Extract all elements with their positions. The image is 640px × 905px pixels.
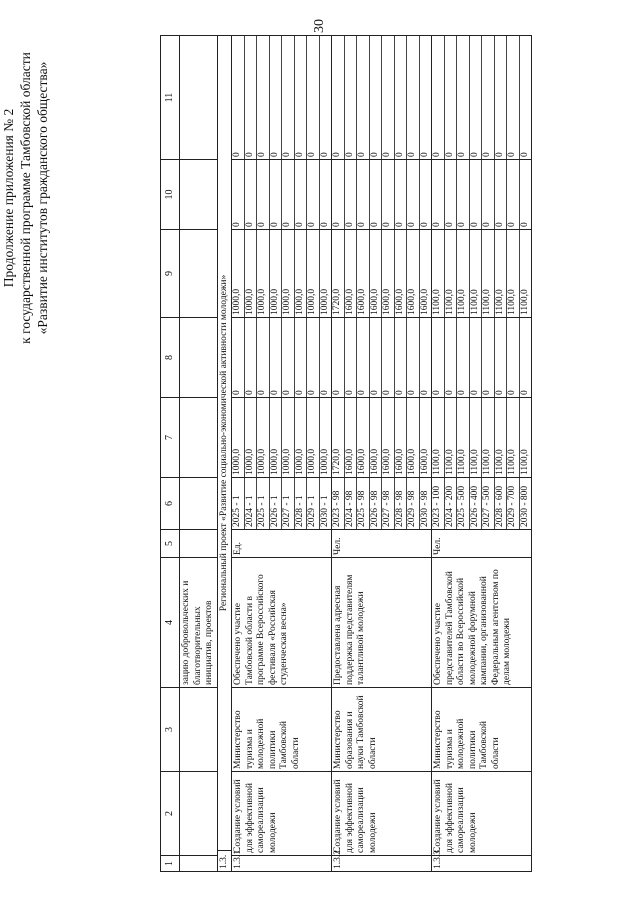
list-item: 0 (444, 160, 457, 229)
list-item: 1720,0 (332, 398, 344, 477)
row-executor: Министерство туризма и молодежной политики Тамбовской области (232, 688, 332, 772)
row-number: 1.3.1. (232, 856, 332, 872)
list-item: 1000,0 (257, 230, 270, 317)
list-item: 2026 - 1 (269, 478, 282, 529)
list-item: 0 (369, 318, 382, 397)
list-item: 0 (369, 160, 382, 229)
list-item: 0 (269, 36, 282, 159)
list-item: 2028 - 600 (494, 478, 507, 529)
list-item: 0 (269, 318, 282, 397)
list-item: 1100,0 (457, 398, 470, 477)
list-item: 0 (394, 36, 407, 159)
cell-list-c9 (232, 230, 332, 318)
list-item: 0 (332, 318, 344, 397)
list-item: 1100,0 (519, 449, 530, 475)
section-number: 1.3. (218, 850, 232, 871)
list-item: 1600,0 (419, 288, 430, 315)
list-item: 0 (232, 160, 244, 229)
header-line-1: Продолжение приложения № 2 (1, 108, 16, 288)
list-item: 0 (419, 152, 430, 157)
list-item: 0 (344, 36, 357, 159)
list-item: 1600,0 (419, 448, 430, 475)
cell-list-c7 (432, 398, 532, 478)
list-item: 1000,0 (294, 230, 307, 317)
list-item: 0 (244, 160, 257, 229)
list-item: 0 (482, 36, 495, 159)
list-item: 0 (357, 36, 370, 159)
column-header-9: 9 (161, 230, 180, 318)
list-item: 1100,0 (469, 398, 482, 477)
row-executor: Министерство туризма и молодежной политики Тамбовской области (432, 688, 532, 772)
cell-list-years (332, 478, 432, 530)
list-item: 1000,0 (257, 398, 270, 477)
list-item: 0 (232, 318, 244, 397)
row-number: 1.3.3. (432, 856, 532, 872)
appendix-header (0, 0, 51, 398)
list-item: 0 (357, 160, 370, 229)
list-item: 1000,0 (232, 230, 244, 317)
cell-list-c9 (332, 230, 432, 318)
row-number: 1.3.2. (332, 856, 432, 872)
list-item: 0 (282, 160, 295, 229)
list-item: 0 (494, 318, 507, 397)
list-item: 1600,0 (357, 398, 370, 477)
list-item: 0 (507, 36, 520, 159)
list-item: 1000,0 (244, 398, 257, 477)
list-item: 1100,0 (444, 230, 457, 317)
list-item: 0 (407, 318, 420, 397)
list-item: 0 (419, 222, 430, 227)
list-item: 1600,0 (344, 398, 357, 477)
row-indicator: Обеспечено участие Тамбовской области в программе Всероссийского фестиваля «Российская студенческая весна» (232, 558, 332, 688)
list-item: 0 (382, 160, 395, 229)
list-item: 0 (457, 36, 470, 159)
list-item: 0 (444, 318, 457, 397)
list-item: 1100,0 (432, 398, 444, 477)
list-item: 1100,0 (432, 230, 444, 317)
list-item: 1100,0 (494, 230, 507, 317)
column-header-11: 11 (161, 36, 180, 160)
header-line-2: к государственной программе Тамбовской области (18, 52, 33, 344)
list-item: 2028 - 98 (394, 478, 407, 529)
list-item: 0 (319, 390, 330, 395)
row-unit: Чел. (432, 530, 532, 558)
list-item: 0 (519, 222, 530, 227)
cell-list-c11 (332, 36, 432, 160)
list-item: 0 (519, 390, 530, 395)
list-item: 0 (294, 36, 307, 159)
header-line-3: «Развитие институтов гражданского общества» (35, 61, 50, 335)
row-goal: Создание условий для эффективной самореализации молодежи (332, 772, 432, 856)
list-item: 0 (282, 36, 295, 159)
list-item: 0 (494, 36, 507, 159)
list-item: 0 (407, 36, 420, 159)
column-number-row (161, 36, 180, 872)
cell-list-c10 (232, 160, 332, 230)
list-item: 0 (482, 160, 495, 229)
list-item: 1000,0 (282, 398, 295, 477)
list-item: 0 (282, 318, 295, 397)
list-item: 1100,0 (444, 398, 457, 477)
list-item: 2027 - 500 (482, 478, 495, 529)
list-item: 1000,0 (269, 398, 282, 477)
list-item: 0 (244, 36, 257, 159)
list-item: 2029 - 1 (307, 478, 320, 529)
cell-list-c11 (432, 36, 532, 160)
list-item: 0 (469, 36, 482, 159)
column-header-6: 6 (161, 478, 180, 530)
list-item: 1600,0 (369, 230, 382, 317)
rotated-page (1, 0, 640, 872)
list-item: 0 (332, 36, 344, 159)
table-row (432, 36, 532, 872)
list-item: 1600,0 (382, 230, 395, 317)
list-item: 0 (369, 36, 382, 159)
list-item: 0 (469, 318, 482, 397)
list-item: 0 (457, 318, 470, 397)
list-item: 2026 - 400 (469, 478, 482, 529)
cell-list-years (232, 478, 332, 530)
cell-list-c7 (332, 398, 432, 478)
list-item: 0 (432, 318, 444, 397)
column-header-7: 7 (161, 398, 180, 478)
list-item: 0 (307, 318, 320, 397)
column-header-1: 1 (161, 856, 180, 872)
list-item: 2024 - 98 (344, 478, 357, 529)
list-item: 0 (507, 160, 520, 229)
list-item: 0 (257, 36, 270, 159)
table-row (232, 36, 332, 872)
list-item: 2029 - 98 (407, 478, 420, 529)
list-item: 2024 - 1 (244, 478, 257, 529)
list-item: 1100,0 (469, 230, 482, 317)
list-item: 0 (394, 318, 407, 397)
row-indicator: Обеспечено участие представителей Тамбовской области во Всероссийской молодежной форумной кампании, организованной Федеральным агентством по делам молодежи (432, 558, 532, 688)
list-item: 2028 - 1 (294, 478, 307, 529)
list-item: 0 (407, 160, 420, 229)
list-item: 0 (294, 318, 307, 397)
list-item: 0 (394, 160, 407, 229)
row-unit: Чел. (332, 530, 432, 558)
list-item: 0 (332, 160, 344, 229)
list-item: 0 (357, 318, 370, 397)
list-item: 0 (432, 36, 444, 159)
list-item: 1000,0 (282, 230, 295, 317)
list-item: 1000,0 (307, 398, 320, 477)
cell-list-c10 (332, 160, 432, 230)
list-item: 0 (419, 390, 430, 395)
list-item: 0 (232, 36, 244, 159)
list-item: 2026 - 98 (369, 478, 382, 529)
list-item: 2025 - 1 (232, 478, 244, 529)
list-item: 0 (432, 160, 444, 229)
list-item: 1600,0 (394, 398, 407, 477)
program-table (160, 35, 532, 872)
list-item: 0 (344, 318, 357, 397)
list-item: 1000,0 (244, 230, 257, 317)
list-item: 1600,0 (407, 398, 420, 477)
list-item: 1000,0 (319, 288, 330, 315)
continuation-row (180, 36, 218, 872)
list-item: 1100,0 (507, 398, 520, 477)
list-item: 1600,0 (407, 230, 420, 317)
list-item: 2025 - 1 (257, 478, 270, 529)
list-item: 2023 - 98 (332, 478, 344, 529)
list-item: 0 (444, 36, 457, 159)
list-item: 1100,0 (519, 289, 530, 315)
list-item: 0 (519, 152, 530, 157)
list-item: 0 (469, 160, 482, 229)
list-item: 2027 - 1 (282, 478, 295, 529)
list-item: 0 (294, 160, 307, 229)
list-item: 2027 - 98 (382, 478, 395, 529)
list-item: 1600,0 (394, 230, 407, 317)
list-item: 1600,0 (382, 398, 395, 477)
list-item: 1600,0 (369, 398, 382, 477)
section-title: Региональный проект «Развитие социально-экономической активности молодежи» (218, 274, 229, 612)
column-header-3: 3 (161, 688, 180, 772)
list-item: 1600,0 (344, 230, 357, 317)
list-item: 1000,0 (232, 398, 244, 477)
list-item: 1100,0 (457, 230, 470, 317)
list-item: 2030 - 1 (319, 495, 330, 527)
list-item: 2024 - 200 (444, 478, 457, 529)
column-header-4: 4 (161, 558, 180, 688)
list-item: 2025 - 98 (357, 478, 370, 529)
list-item: 1000,0 (294, 398, 307, 477)
row-goal: Создание условий для эффективной самореализации молодежи (432, 772, 532, 856)
page-number: 30 (312, 19, 327, 33)
list-item: 2030 - 98 (419, 490, 430, 527)
cell-list-years (432, 478, 532, 530)
row-unit: Ед. (232, 530, 332, 558)
column-header-2: 2 (161, 772, 180, 856)
list-item: 1000,0 (307, 230, 320, 317)
column-header-5: 5 (161, 530, 180, 558)
continuation-text: зацию добровольческих и благотворительных инициатив, проектов (180, 558, 218, 688)
list-item: 0 (269, 160, 282, 229)
list-item: 0 (344, 160, 357, 229)
list-item: 1100,0 (507, 230, 520, 317)
row-indicator: Предоставлена адресная поддержка представителям талантливой молодежи (332, 558, 432, 688)
cell-list-c11 (232, 36, 332, 160)
column-header-8: 8 (161, 318, 180, 398)
list-item: 0 (482, 318, 495, 397)
table-row (332, 36, 432, 872)
list-item: 2029 - 700 (507, 478, 520, 529)
list-item: 1100,0 (494, 398, 507, 477)
cell-list-c8 (232, 318, 332, 398)
list-item: 0 (382, 318, 395, 397)
list-item: 0 (257, 160, 270, 229)
list-item: 0 (307, 160, 320, 229)
section-row (217, 36, 232, 872)
list-item: 0 (494, 160, 507, 229)
list-item: 0 (457, 160, 470, 229)
cell-list-c10 (432, 160, 532, 230)
list-item: 0 (319, 222, 330, 227)
cell-list-c8 (332, 318, 432, 398)
row-goal: Создание условий для эффективной самореализации молодежи (232, 772, 332, 856)
list-item: 1100,0 (482, 230, 495, 317)
list-item: 1720,0 (332, 230, 344, 317)
list-item: 1100,0 (482, 398, 495, 477)
list-item: 0 (307, 36, 320, 159)
cell-list-c9 (432, 230, 532, 318)
list-item: 2023 - 100 (432, 478, 444, 529)
list-item: 0 (257, 318, 270, 397)
cell-list-c7 (232, 398, 332, 478)
row-executor: Министерство образования и науки Тамбовской области (332, 688, 432, 772)
list-item: 0 (319, 152, 330, 157)
list-item: 1600,0 (357, 230, 370, 317)
list-item: 1000,0 (319, 448, 330, 475)
list-item: 2030 - 800 (519, 485, 530, 527)
list-item: 1000,0 (269, 230, 282, 317)
list-item: 2025 - 500 (457, 478, 470, 529)
column-header-10: 10 (161, 160, 180, 230)
list-item: 0 (244, 318, 257, 397)
cell-list-c8 (432, 318, 532, 398)
list-item: 0 (382, 36, 395, 159)
list-item: 0 (507, 318, 520, 397)
